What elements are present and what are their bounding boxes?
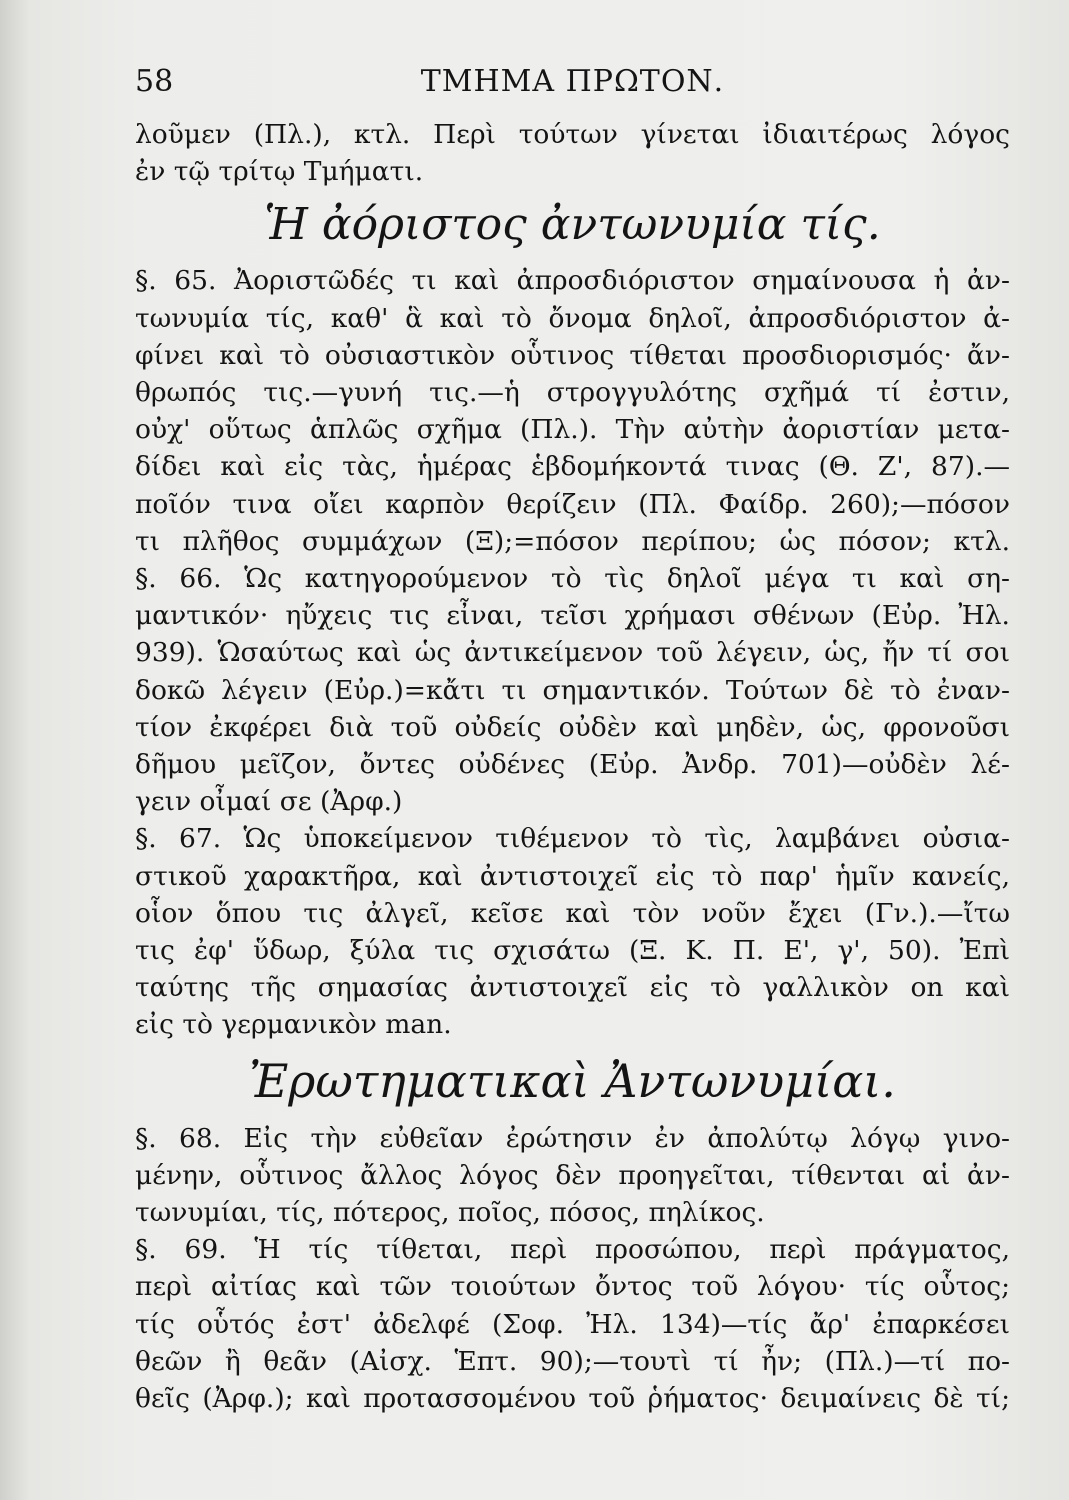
text-line: δοκῶ λέγειν (Εὐρ.)=κἄτι τι σημαντικόν. Τούτων δὲ τὸ ἐναν- — [135, 674, 1010, 706]
text-line: περὶ αἰτίας καὶ τῶν τοιούτων ὄντος τοῦ λόγου· τίς οὗτος; — [135, 1271, 1010, 1303]
text-line: στικοῦ χαρακτῆρα, καὶ ἀντιστοιχεῖ εἰς τὸ παρ' ἡμῖν κανείς, — [135, 860, 1010, 892]
text-line: τωνυμία τίς, καθ' ἃ καὶ τὸ ὄνομα δηλοῖ, ἀπροσδιόριστον ἀ- — [135, 302, 1010, 334]
text-line: γειν οἶμαί σε (Ἀρφ.) — [135, 786, 403, 818]
text-line: §. 68. Εἰς τὴν εὐθεῖαν ἐρώτησιν ἐν ἀπολύτῳ λόγῳ γινο- — [135, 1122, 1010, 1154]
text-line: δῆμου μεῖζον, ὄντες οὐδένες (Εὐρ. Ἀνδρ. 701)—οὐδὲν λέ- — [135, 749, 1010, 781]
text-line: θρωπός τις.—γυνή τις.—ἡ στρογγυλότης σχῆμά τί ἐστιν, — [135, 377, 1010, 409]
text-line: τίον ἐκφέρει διὰ τοῦ οὐδείς οὐδὲν καὶ μηδὲν, ὡς, φρονοῦσι — [135, 711, 1010, 743]
text-line: §. 67. Ὡς ὑποκείμενον τιθέμενον τὸ τὶς, λαμβάνει οὐσια- — [135, 823, 1010, 855]
text-line: φίνει καὶ τὸ οὐσιαστικὸν οὗτινος τίθεται προσδιορισμός· ἄν- — [135, 339, 1010, 371]
text-line: τωνυμίαι, τίς, πότερος, ποῖος, πόσος, πηλίκος. — [135, 1197, 765, 1229]
text-line: §. 69. Ἡ τίς τίθεται, περὶ προσώπου, περὶ πράγματος, — [135, 1234, 1010, 1266]
text-line: τίς οὗτός ἐστ' ἀδελφέ (Σοφ. Ἠλ. 134)—τίς ἄρ' ἐπαρκέσει — [135, 1308, 1010, 1340]
text-line: τις ἐφ' ὕδωρ, ξύλα τις σχισάτω (Ξ. Κ. Π. Ε', γ', 50). Ἐπὶ — [135, 935, 1010, 967]
running-head: ΤΜΗΜΑ ΠΡΩΤΟΝ. — [420, 64, 725, 99]
text-line: ταύτης τῆς σημασίας ἀντιστοιχεῖ εἰς τὸ γαλλικὸν on καὶ — [135, 972, 1010, 1004]
section-heading-indefinite-pronoun: Ἡ ἀόριστος ἀντωνυμία τίς. — [264, 199, 881, 251]
text-line: τι πλῆθος συμμάχων (Ξ);=πόσον περίπου; ὡς πόσον; κτλ. — [135, 525, 1010, 557]
text-line: §. 66. Ὡς κατηγορούμενον τὸ τὶς δηλοῖ μέγα τι καὶ ση- — [135, 563, 1010, 595]
text-line: εἰς τὸ γερμανικὸν man. — [135, 1009, 452, 1041]
text-line: θεῖς (Ἀρφ.); καὶ προτασσομένου τοῦ ῥήματος· δειμαίνεις δὲ τί; — [135, 1383, 1010, 1415]
page-number: 58 — [135, 64, 174, 99]
text-line: οἷον ὅπου τις ἀλγεῖ, κεῖσε καὶ τὸν νοῦν ἔχει (Γν.).—ἴτω — [135, 897, 1010, 929]
text-line: θεῶν ἢ θεᾶν (Αἰσχ. Ἑπτ. 90);—τουτὶ τί ἦν; (Πλ.)—τί πο- — [135, 1345, 1010, 1377]
text-line: δίδει καὶ εἰς τὰς, ἡμέρας ἑβδομήκοντά τινας (Θ. Ζ', 87).— — [135, 451, 1010, 483]
sections-65-67 — [135, 262, 1010, 1043]
text-line: §. 65. Ἀοριστῶδές τι καὶ ἀπροσδιόριστον σημαίνουσα ἡ ἀν- — [135, 265, 1010, 297]
text-line: 939). Ὡσαύτως καὶ ὡς ἀντικείμενον τοῦ λέγειν, ὡς, ἤν τί σοι — [135, 637, 1010, 669]
sections-68-69 — [135, 1120, 1010, 1418]
page-content — [135, 60, 1010, 1417]
text-line: μένην, οὗτινος ἄλλος λόγος δὲν προηγεῖται, τίθενται αἱ ἀν- — [135, 1159, 1010, 1191]
text-line: οὐχ' οὕτως ἁπλῶς σχῆμα (Πλ.). Τὴν αὐτὴν ἀοριστίαν μετα- — [135, 414, 1010, 446]
text-line: λοῦμεν (Πλ.), κτλ. Περὶ τούτων γίνεται ἰδιαιτέρως λόγος — [135, 119, 1010, 150]
page-header — [135, 60, 1010, 110]
section-heading-interrogative-pronouns: Ἐρωτηματικαὶ Ἀντωνυμίαι. — [249, 1053, 896, 1108]
text-line: ποῖόν τινα οἴει καρπὸν θερίζειν (Πλ. Φαίδρ. 260);—πόσον — [135, 488, 1010, 520]
text-line: μαντικόν· ηὔχεις τις εἶναι, τεῖσι χρήμασι σθένων (Εὐρ. Ἠλ. — [135, 600, 1010, 632]
text-line: ἐν τῷ τρίτῳ Τμήματι. — [135, 156, 424, 188]
intro-paragraph — [135, 116, 1010, 190]
